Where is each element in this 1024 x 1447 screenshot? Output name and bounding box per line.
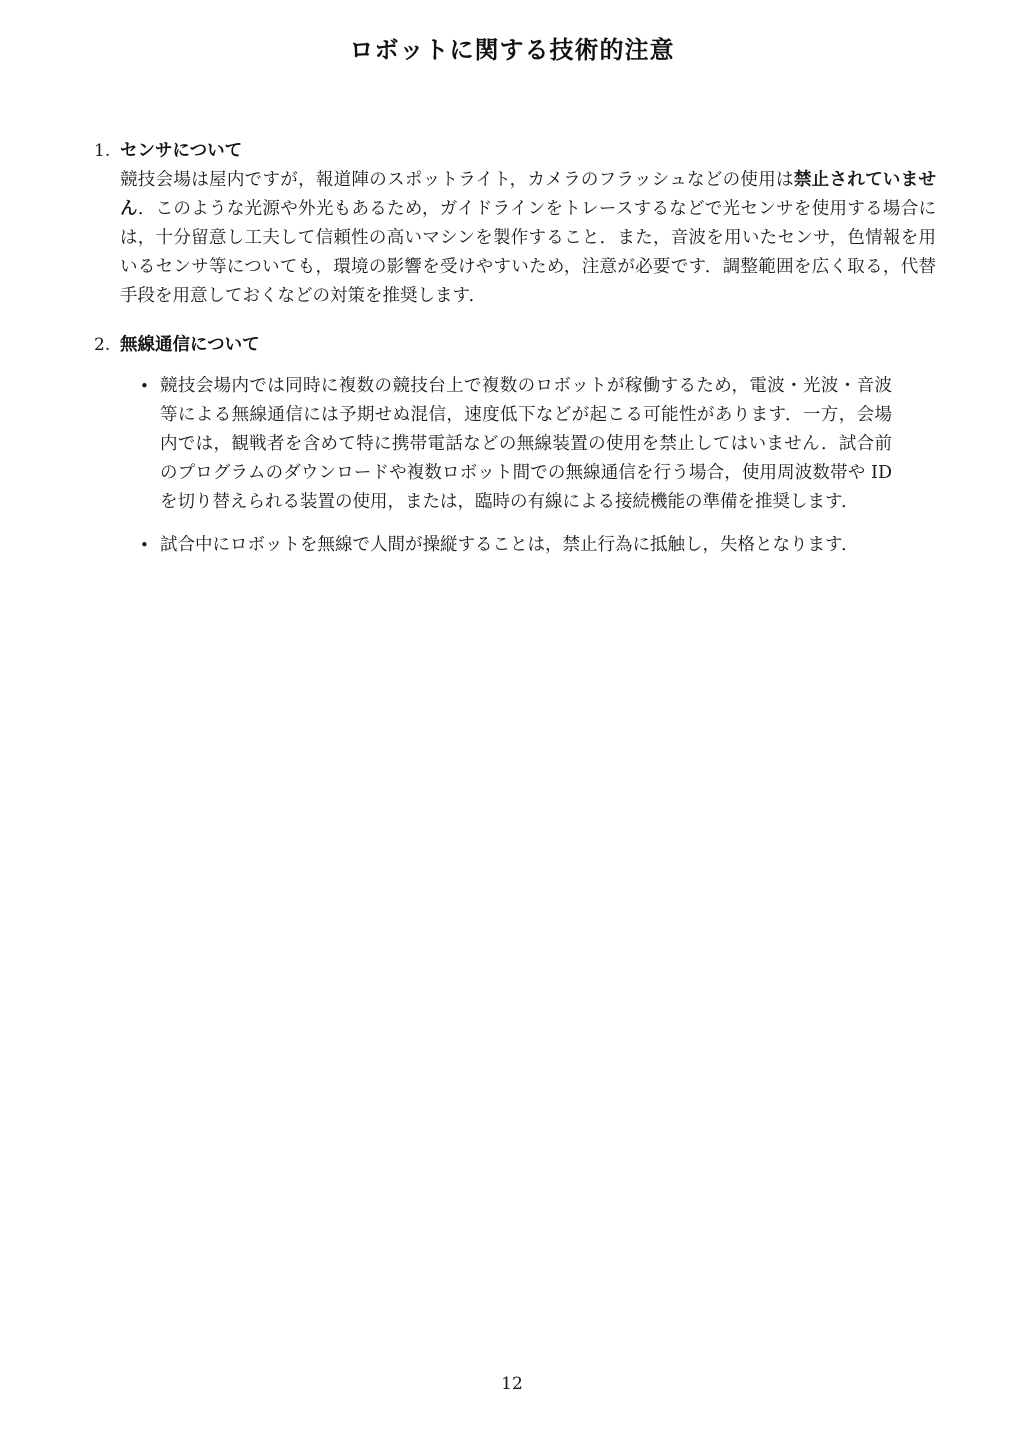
bullet-item: [120, 531, 892, 560]
section-sensors: [94, 137, 937, 311]
section-sensors-paragraph: [120, 166, 936, 311]
item-number: 2.: [94, 335, 111, 355]
bullet-text: 試合中にロボットを無線で人間が操縦することは，禁止行為に抵触し，失格となります．: [160, 535, 859, 555]
section-wireless-heading: 無線通信について: [120, 335, 260, 355]
bullet-icon: •: [140, 536, 149, 554]
bullet-item: [120, 372, 892, 517]
bullet-list: [120, 372, 936, 560]
section-wireless: [94, 331, 936, 560]
section-heading-row: [120, 137, 936, 166]
bullet-text: 競技会場内では同時に複数の競技台上で複数のロボットが稼働するため，電波・光波・音波等による無線通信には予期せぬ混信，速度低下などが起こる可能性があります．一方，会場内では，観戦者を含めて特に携帯電話などの無線装置の使用を禁止してはいません．試合前のプログラムのダウンロードや複数ロボット間での無線通信を行う場合，使用周波数帯や ID を切り替えられる装置の使用，または，臨時の有線による接続機能の準備を推奨します．: [160, 376, 893, 512]
numbered-list: [0, 137, 1024, 560]
item-number: 1.: [94, 141, 111, 161]
section-heading-row: [120, 331, 936, 360]
page-number: 12: [501, 1374, 523, 1394]
paragraph-text: 競技会場は屋内ですが，報道陣のスポットライト，カメラのフラッシュなどの使用は: [120, 170, 794, 190]
document-title: ロボットに関する技術的注意: [349, 36, 675, 64]
paragraph-text: ．このような光源や外光もあるため，ガイドラインをトレースするなどで光センサを使用する場合には，十分留意し工夫して信頼性の高いマシンを製作すること．また，音波を用いたセンサ，色情報を用いるセンサ等についても，環境の影響を受けやすいため，注意が必要です．調整範囲を広く取る，代替手段を用意しておくなどの対策を推奨します．: [120, 199, 937, 306]
section-sensors-heading: センサについて: [120, 141, 243, 161]
paragraph-bold-text: 禁止されていません: [120, 170, 937, 219]
bullet-icon: •: [140, 377, 149, 395]
